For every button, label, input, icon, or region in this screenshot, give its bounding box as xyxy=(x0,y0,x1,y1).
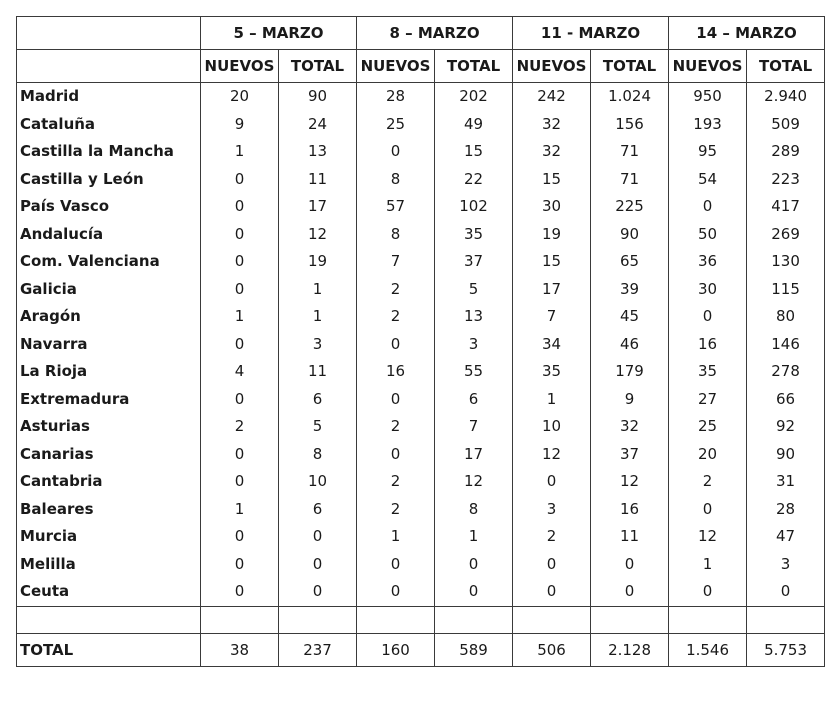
region-name: La Rioja xyxy=(17,358,201,386)
total-cell: 24 xyxy=(279,111,357,139)
total-cell: 17 xyxy=(435,441,513,469)
nuevos-cell: 9 xyxy=(201,111,279,139)
total-cell: 0 xyxy=(279,551,357,579)
nuevos-cell: 25 xyxy=(669,413,747,441)
region-name: Galicia xyxy=(17,276,201,304)
nuevos-cell: 19 xyxy=(513,221,591,249)
nuevos-cell: 7 xyxy=(357,248,435,276)
total-cell: 6 xyxy=(279,496,357,524)
nuevos-cell: 0 xyxy=(201,386,279,414)
table-row xyxy=(17,496,825,524)
nuevos-cell: 2 xyxy=(357,303,435,331)
total-cell: 92 xyxy=(747,413,825,441)
total-cell: 0 xyxy=(591,578,669,606)
nuevos-cell: 0 xyxy=(669,193,747,221)
total-cell: 589 xyxy=(435,633,513,666)
region-name: Canarias xyxy=(17,441,201,469)
table-body xyxy=(17,83,825,607)
nuevos-cell: 30 xyxy=(669,276,747,304)
nuevos-cell: 0 xyxy=(201,441,279,469)
total-cell: 130 xyxy=(747,248,825,276)
total-cell: 80 xyxy=(747,303,825,331)
total-label: TOTAL xyxy=(17,633,201,666)
nuevos-cell: 3 xyxy=(513,496,591,524)
total-cell: 5 xyxy=(279,413,357,441)
nuevos-cell: 0 xyxy=(513,551,591,579)
table-row xyxy=(17,221,825,249)
total-cell: 7 xyxy=(435,413,513,441)
nuevos-cell: 0 xyxy=(201,551,279,579)
region-name: Com. Valenciana xyxy=(17,248,201,276)
nuevos-cell: 2 xyxy=(357,496,435,524)
table-row xyxy=(17,138,825,166)
nuevos-cell: 35 xyxy=(513,358,591,386)
nuevos-cell: 32 xyxy=(513,138,591,166)
table-row xyxy=(17,413,825,441)
total-cell: 0 xyxy=(279,578,357,606)
total-cell: 66 xyxy=(747,386,825,414)
total-cell: 37 xyxy=(591,441,669,469)
total-cell: 49 xyxy=(435,111,513,139)
nuevos-cell: 1 xyxy=(669,551,747,579)
corner-cell xyxy=(17,17,201,50)
nuevos-cell: 36 xyxy=(669,248,747,276)
nuevos-cell: 1 xyxy=(357,523,435,551)
region-name: Ceuta xyxy=(17,578,201,606)
nuevos-cell: 2 xyxy=(513,523,591,551)
total-cell: 179 xyxy=(591,358,669,386)
total-cell: 3 xyxy=(747,551,825,579)
total-cell: 17 xyxy=(279,193,357,221)
total-cell: 45 xyxy=(591,303,669,331)
total-cell: 71 xyxy=(591,166,669,194)
nuevos-cell: 20 xyxy=(201,83,279,111)
nuevos-cell: 12 xyxy=(669,523,747,551)
nuevos-cell: 0 xyxy=(669,303,747,331)
nuevos-cell: 15 xyxy=(513,248,591,276)
total-cell: 39 xyxy=(591,276,669,304)
nuevos-cell: 0 xyxy=(357,441,435,469)
table-row xyxy=(17,276,825,304)
total-cell: 6 xyxy=(279,386,357,414)
region-name: Melilla xyxy=(17,551,201,579)
table-row xyxy=(17,193,825,221)
total-cell: 102 xyxy=(435,193,513,221)
nuevos-cell: 27 xyxy=(669,386,747,414)
date-header: 14 – MARZO xyxy=(669,17,825,50)
nuevos-cell: 0 xyxy=(201,468,279,496)
region-name: Navarra xyxy=(17,331,201,359)
total-row xyxy=(17,633,825,666)
total-cell: 13 xyxy=(435,303,513,331)
table-row xyxy=(17,523,825,551)
nuevos-cell: 57 xyxy=(357,193,435,221)
total-cell: 8 xyxy=(435,496,513,524)
region-name: País Vasco xyxy=(17,193,201,221)
total-cell: 13 xyxy=(279,138,357,166)
total-cell: 22 xyxy=(435,166,513,194)
total-cell: 65 xyxy=(591,248,669,276)
nuevos-header: NUEVOS xyxy=(513,50,591,83)
total-cell: 35 xyxy=(435,221,513,249)
total-cell: 90 xyxy=(747,441,825,469)
total-cell: 225 xyxy=(591,193,669,221)
date-header: 5 – MARZO xyxy=(201,17,357,50)
table-row xyxy=(17,331,825,359)
total-cell: 28 xyxy=(747,496,825,524)
nuevos-cell: 8 xyxy=(357,166,435,194)
nuevos-cell: 35 xyxy=(669,358,747,386)
region-name: Asturias xyxy=(17,413,201,441)
nuevos-cell: 34 xyxy=(513,331,591,359)
total-cell: 3 xyxy=(435,331,513,359)
nuevos-cell: 2 xyxy=(357,413,435,441)
nuevos-cell: 0 xyxy=(201,523,279,551)
total-cell: 506 xyxy=(513,633,591,666)
total-cell: 38 xyxy=(201,633,279,666)
region-name: Madrid xyxy=(17,83,201,111)
total-cell: 1 xyxy=(435,523,513,551)
nuevos-header: NUEVOS xyxy=(669,50,747,83)
total-cell: 0 xyxy=(435,578,513,606)
total-cell: 223 xyxy=(747,166,825,194)
table-row xyxy=(17,386,825,414)
total-cell: 2.128 xyxy=(591,633,669,666)
nuevos-cell: 0 xyxy=(513,468,591,496)
nuevos-cell: 2 xyxy=(357,276,435,304)
nuevos-cell: 28 xyxy=(357,83,435,111)
total-cell: 3 xyxy=(279,331,357,359)
total-cell: 6 xyxy=(435,386,513,414)
nuevos-cell: 1 xyxy=(201,138,279,166)
region-name: Extremadura xyxy=(17,386,201,414)
nuevos-cell: 0 xyxy=(201,166,279,194)
total-cell: 156 xyxy=(591,111,669,139)
total-cell: 2.940 xyxy=(747,83,825,111)
date-header-row xyxy=(17,17,825,50)
nuevos-cell: 242 xyxy=(513,83,591,111)
total-cell: 31 xyxy=(747,468,825,496)
nuevos-cell: 950 xyxy=(669,83,747,111)
nuevos-cell: 8 xyxy=(357,221,435,249)
total-cell: 0 xyxy=(591,551,669,579)
nuevos-cell: 25 xyxy=(357,111,435,139)
table-row xyxy=(17,303,825,331)
nuevos-cell: 0 xyxy=(201,221,279,249)
table-row xyxy=(17,358,825,386)
total-header: TOTAL xyxy=(591,50,669,83)
date-header: 11 - MARZO xyxy=(513,17,669,50)
total-cell: 15 xyxy=(435,138,513,166)
total-cell: 269 xyxy=(747,221,825,249)
total-cell: 5.753 xyxy=(747,633,825,666)
region-name: Aragón xyxy=(17,303,201,331)
regional-cases-table xyxy=(16,16,825,667)
nuevos-cell: 30 xyxy=(513,193,591,221)
nuevos-cell: 0 xyxy=(513,578,591,606)
nuevos-cell: 1 xyxy=(201,303,279,331)
nuevos-cell: 20 xyxy=(669,441,747,469)
nuevos-cell: 15 xyxy=(513,166,591,194)
total-header: TOTAL xyxy=(435,50,513,83)
total-cell: 1 xyxy=(279,303,357,331)
total-cell: 90 xyxy=(591,221,669,249)
nuevos-cell: 7 xyxy=(513,303,591,331)
region-name: Castilla y León xyxy=(17,166,201,194)
nuevos-cell: 0 xyxy=(201,578,279,606)
table-row xyxy=(17,83,825,111)
total-cell: 32 xyxy=(591,413,669,441)
nuevos-header: NUEVOS xyxy=(201,50,279,83)
total-cell: 278 xyxy=(747,358,825,386)
nuevos-cell: 17 xyxy=(513,276,591,304)
total-cell: 19 xyxy=(279,248,357,276)
nuevos-cell: 0 xyxy=(201,331,279,359)
nuevos-cell: 1 xyxy=(513,386,591,414)
total-cell: 90 xyxy=(279,83,357,111)
nuevos-cell: 0 xyxy=(357,578,435,606)
nuevos-cell: 0 xyxy=(357,138,435,166)
blank-row xyxy=(17,606,825,633)
total-cell: 417 xyxy=(747,193,825,221)
region-name: Cataluña xyxy=(17,111,201,139)
date-header: 8 – MARZO xyxy=(357,17,513,50)
total-cell: 11 xyxy=(279,166,357,194)
total-cell: 0 xyxy=(747,578,825,606)
nuevos-cell: 1 xyxy=(201,496,279,524)
table-row xyxy=(17,551,825,579)
total-cell: 37 xyxy=(435,248,513,276)
total-cell: 289 xyxy=(747,138,825,166)
nuevos-cell: 95 xyxy=(669,138,747,166)
total-cell: 237 xyxy=(279,633,357,666)
region-name: Castilla la Mancha xyxy=(17,138,201,166)
total-cell: 12 xyxy=(435,468,513,496)
total-header: TOTAL xyxy=(747,50,825,83)
total-header: TOTAL xyxy=(279,50,357,83)
nuevos-cell: 0 xyxy=(357,386,435,414)
table-row xyxy=(17,111,825,139)
sub-header-row xyxy=(17,50,825,83)
nuevos-cell: 0 xyxy=(669,578,747,606)
total-cell: 8 xyxy=(279,441,357,469)
nuevos-cell: 16 xyxy=(357,358,435,386)
region-name: Andalucía xyxy=(17,221,201,249)
total-cell: 10 xyxy=(279,468,357,496)
total-cell: 12 xyxy=(279,221,357,249)
table-row xyxy=(17,578,825,606)
nuevos-header: NUEVOS xyxy=(357,50,435,83)
nuevos-cell: 10 xyxy=(513,413,591,441)
total-cell: 1.024 xyxy=(591,83,669,111)
nuevos-cell: 4 xyxy=(201,358,279,386)
nuevos-cell: 50 xyxy=(669,221,747,249)
total-cell: 1.546 xyxy=(669,633,747,666)
nuevos-cell: 0 xyxy=(201,276,279,304)
table-row xyxy=(17,248,825,276)
nuevos-cell: 54 xyxy=(669,166,747,194)
nuevos-cell: 2 xyxy=(669,468,747,496)
total-cell: 55 xyxy=(435,358,513,386)
total-cell: 16 xyxy=(591,496,669,524)
nuevos-cell: 0 xyxy=(357,551,435,579)
total-cell: 11 xyxy=(591,523,669,551)
nuevos-cell: 0 xyxy=(201,248,279,276)
table-row xyxy=(17,468,825,496)
table-row xyxy=(17,166,825,194)
total-cell: 5 xyxy=(435,276,513,304)
total-cell: 46 xyxy=(591,331,669,359)
nuevos-cell: 0 xyxy=(201,193,279,221)
region-name: Baleares xyxy=(17,496,201,524)
nuevos-cell: 0 xyxy=(357,331,435,359)
total-cell: 202 xyxy=(435,83,513,111)
nuevos-cell: 32 xyxy=(513,111,591,139)
nuevos-cell: 2 xyxy=(201,413,279,441)
total-cell: 160 xyxy=(357,633,435,666)
total-cell: 12 xyxy=(591,468,669,496)
nuevos-cell: 193 xyxy=(669,111,747,139)
nuevos-cell: 2 xyxy=(357,468,435,496)
total-cell: 47 xyxy=(747,523,825,551)
nuevos-cell: 0 xyxy=(669,496,747,524)
total-cell: 1 xyxy=(279,276,357,304)
nuevos-cell: 16 xyxy=(669,331,747,359)
region-name: Murcia xyxy=(17,523,201,551)
total-cell: 509 xyxy=(747,111,825,139)
total-cell: 0 xyxy=(435,551,513,579)
corner-cell xyxy=(17,50,201,83)
region-name: Cantabria xyxy=(17,468,201,496)
total-cell: 9 xyxy=(591,386,669,414)
total-cell: 146 xyxy=(747,331,825,359)
total-cell: 0 xyxy=(279,523,357,551)
total-cell: 11 xyxy=(279,358,357,386)
nuevos-cell: 12 xyxy=(513,441,591,469)
total-cell: 71 xyxy=(591,138,669,166)
total-cell: 115 xyxy=(747,276,825,304)
table-row xyxy=(17,441,825,469)
